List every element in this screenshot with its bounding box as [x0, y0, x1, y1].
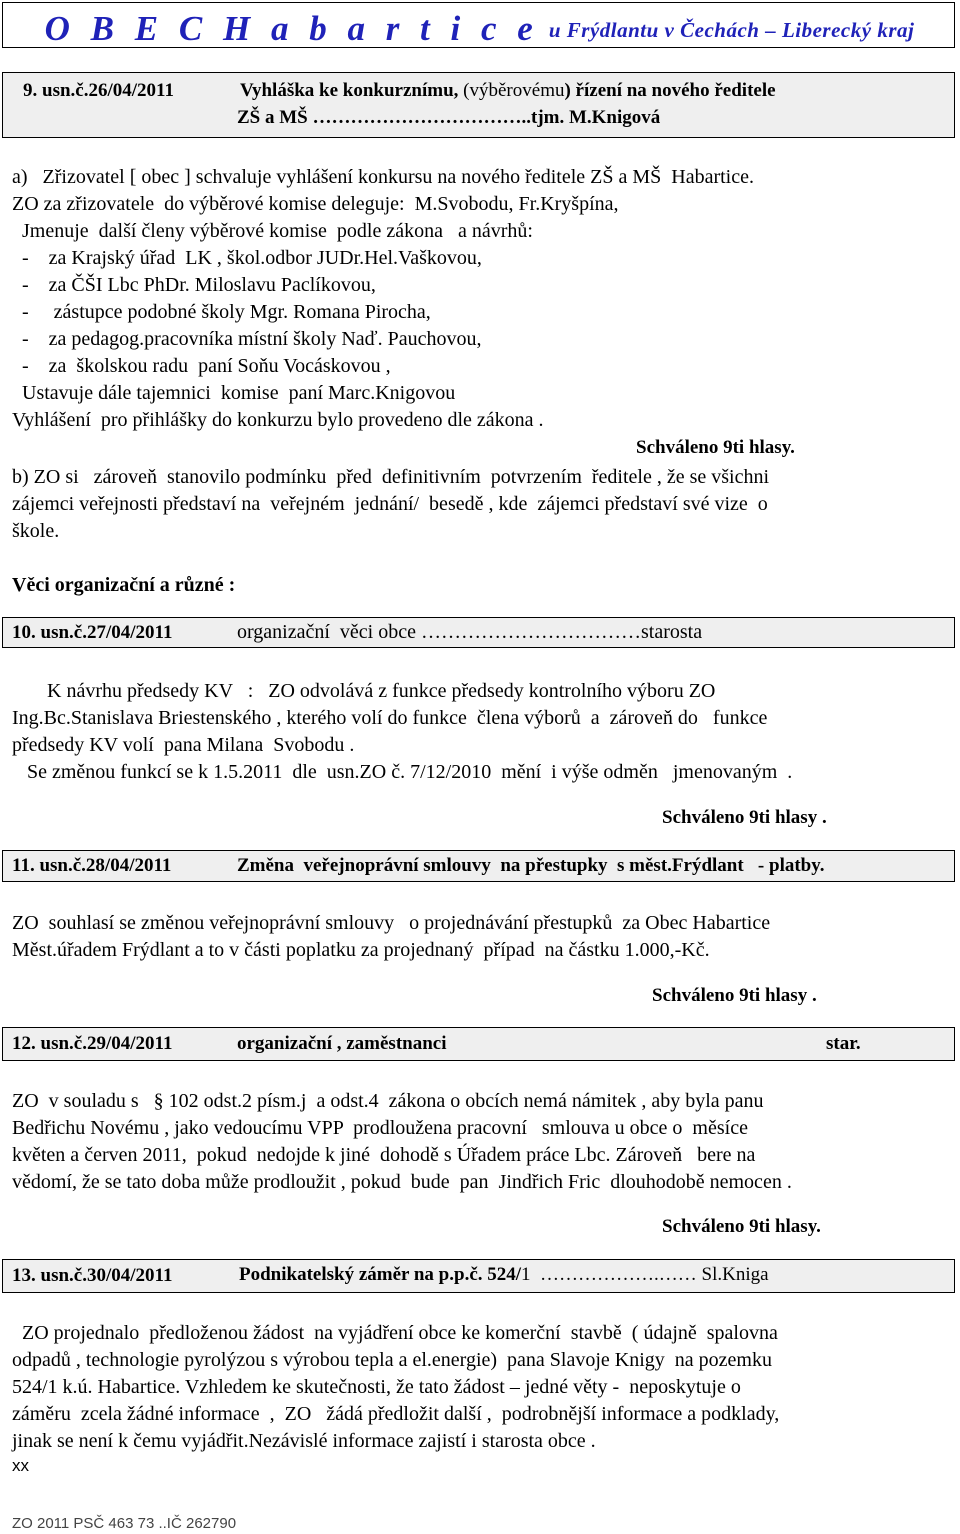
text-line: Bedřichu Novému , jako vedoucímu VPP prodloužena pracovní smlouva u obce o měsíce	[12, 1117, 748, 1139]
approval-note: Schváleno 9ti hlasy .	[662, 807, 827, 828]
text-line: předsedy KV volí pana Milana Svobodu .	[12, 734, 355, 756]
text-line: Vyhlášení pro přihlášky do konkurzu bylo provedeno dle zákona .	[12, 409, 544, 431]
text-line: květen a červen 2011, pokud nedojde k jiné dohodě s Úřadem práce Lbc. Zároveň bere na	[12, 1144, 756, 1166]
section-10-text	[12, 678, 792, 786]
resolution-12-title: organizační , zaměstnanci	[237, 1033, 447, 1054]
text-line: odpadů , technologie pyrolýzou s výrobou tepla a el.energie) pana Slavoje Knigy na pozemku	[12, 1349, 772, 1371]
text-line: Měst.úřadem Frýdlant a to v části poplatku za projednaný případ na částku 1.000,-Kč.	[12, 939, 710, 961]
text-line: K návrhu předsedy KV : ZO odvolává z funkce předsedy kontrolního výboru ZO	[12, 680, 716, 702]
resolution-11-title: Změna veřejnoprávní smlouvy na přestupky s měst.Frýdlant - platby.	[237, 855, 825, 876]
text-line: záměru zcela žádné informace , ZO žádá předložit další , podrobnější informace a podklady,	[12, 1403, 780, 1425]
resolution-12-responsible: star.	[826, 1033, 861, 1054]
text-line: jinak se není k čemu vyjádřit.Nezávislé informace zajistí i starosta obce .	[12, 1430, 596, 1452]
text-line: Ing.Bc.Stanislava Briestenského , kterého volí do funkce člena výborů a zároveň do funkce	[12, 707, 768, 729]
municipality-name: O B E C H a b a r t i c e	[44, 9, 539, 48]
resolution-9-title: Vyhláška ke konkurznímu, (výběrovému) řízení na nového ředitele	[240, 80, 776, 101]
resolution-9-subline: ZŠ a MŠ ……………………………..tjm. M.Knigová	[237, 107, 661, 128]
text-line: ZO v souladu s § 102 odst.2 písm.j a odst.4 zákona o obcích nemá námitek , aby byla panu	[12, 1090, 764, 1112]
document-header	[2, 2, 955, 48]
resolution-12-number: 12. usn.č.29/04/2011	[12, 1033, 173, 1054]
text-line: zájemci veřejnosti představí na veřejném jednání/ besedě , kde zájemci představí své vize o	[12, 493, 768, 515]
text-line: ZO za zřizovatele do výběrové komise deleguje: M.Svobodu, Fr.Kryšpína,	[12, 193, 619, 215]
text-line: b) ZO si zároveň stanovilo podmínku před definitivním potvrzením ředitele , že se všichni	[12, 466, 770, 488]
text-line: - za pedagog.pracovníka místní školy Naď. Pauchovou,	[12, 328, 482, 350]
section-12-text	[12, 1088, 792, 1196]
page-footer: ZO 2011 PSČ 463 73 ..IČ 262790	[12, 1515, 237, 1532]
municipality-location: u Frýdlantu v Čechách – Liberecký kraj	[548, 18, 915, 42]
text-line: Jmenuje další členy výběrové komise podle zákona a návrhů:	[12, 220, 533, 242]
text-line: 524/1 k.ú. Habartice. Vzhledem ke skutečnosti, že tato žádost – jedné věty - neposkytuje o	[12, 1376, 741, 1398]
resolution-10-title: organizační věci obce ……………………………starosta	[237, 621, 703, 643]
section-13-text	[12, 1320, 779, 1455]
text-line: ZO souhlasí se změnou veřejnoprávní smlouvy o projednávání přestupků za Obec Habartice	[12, 912, 771, 934]
misc-section-heading: Věci organizační a různé :	[12, 574, 236, 596]
approval-note: Schváleno 9ti hlasy.	[636, 437, 795, 458]
text-line: vědomí, že se tato doba může prodloužit , pokud bude pan Jindřich Fric dlouhodobě nemocen .	[12, 1171, 792, 1193]
text-line: - za Krajský úřad LK , škol.odbor JUDr.Hel.Vaškovou,	[12, 247, 482, 269]
text-line: a) Zřizovatel [ obec ] schvaluje vyhlášení konkursu na nového ředitele ZŠ a MŠ Habartice.	[12, 166, 754, 188]
text-line: ZO projednalo předloženou žádost na vyjádření obce ke komerční stavbě ( údajně spalovna	[12, 1322, 778, 1344]
section-11-text	[12, 910, 770, 964]
approval-note: Schváleno 9ti hlasy .	[652, 985, 817, 1006]
text-line: - za školskou radu paní Soňu Vocáskovou ,	[12, 355, 391, 377]
text-line: - zástupce podobné školy Mgr. Romana Pirocha,	[12, 301, 431, 323]
header-title	[3, 9, 956, 49]
text-line: Ustavuje dále tajemnici komise paní Marc.Knigovou	[12, 382, 456, 404]
section-9b-text	[12, 464, 769, 545]
end-mark: xx	[12, 1456, 29, 1475]
resolution-10-number: 10. usn.č.27/04/2011	[12, 622, 173, 643]
text-line: škole.	[12, 520, 60, 542]
text-line: - za ČŠI Lbc PhDr. Miloslavu Paclíkovou,	[12, 274, 376, 296]
approval-note: Schváleno 9ti hlasy.	[662, 1216, 821, 1237]
resolution-13-title: Podnikatelský záměr na p.p.č. 524/1 ……………….…… Sl.Kniga	[239, 1264, 769, 1285]
text-line: Se změnou funkcí se k 1.5.2011 dle usn.ZO č. 7/12/2010 mění i výše odměn jmenovaným .	[12, 761, 793, 783]
section-9-text	[12, 164, 754, 434]
resolution-9-number: 9. usn.č.26/04/2011	[23, 80, 174, 101]
resolution-11-number: 11. usn.č.28/04/2011	[12, 855, 172, 876]
resolution-13-number: 13. usn.č.30/04/2011	[12, 1265, 173, 1286]
